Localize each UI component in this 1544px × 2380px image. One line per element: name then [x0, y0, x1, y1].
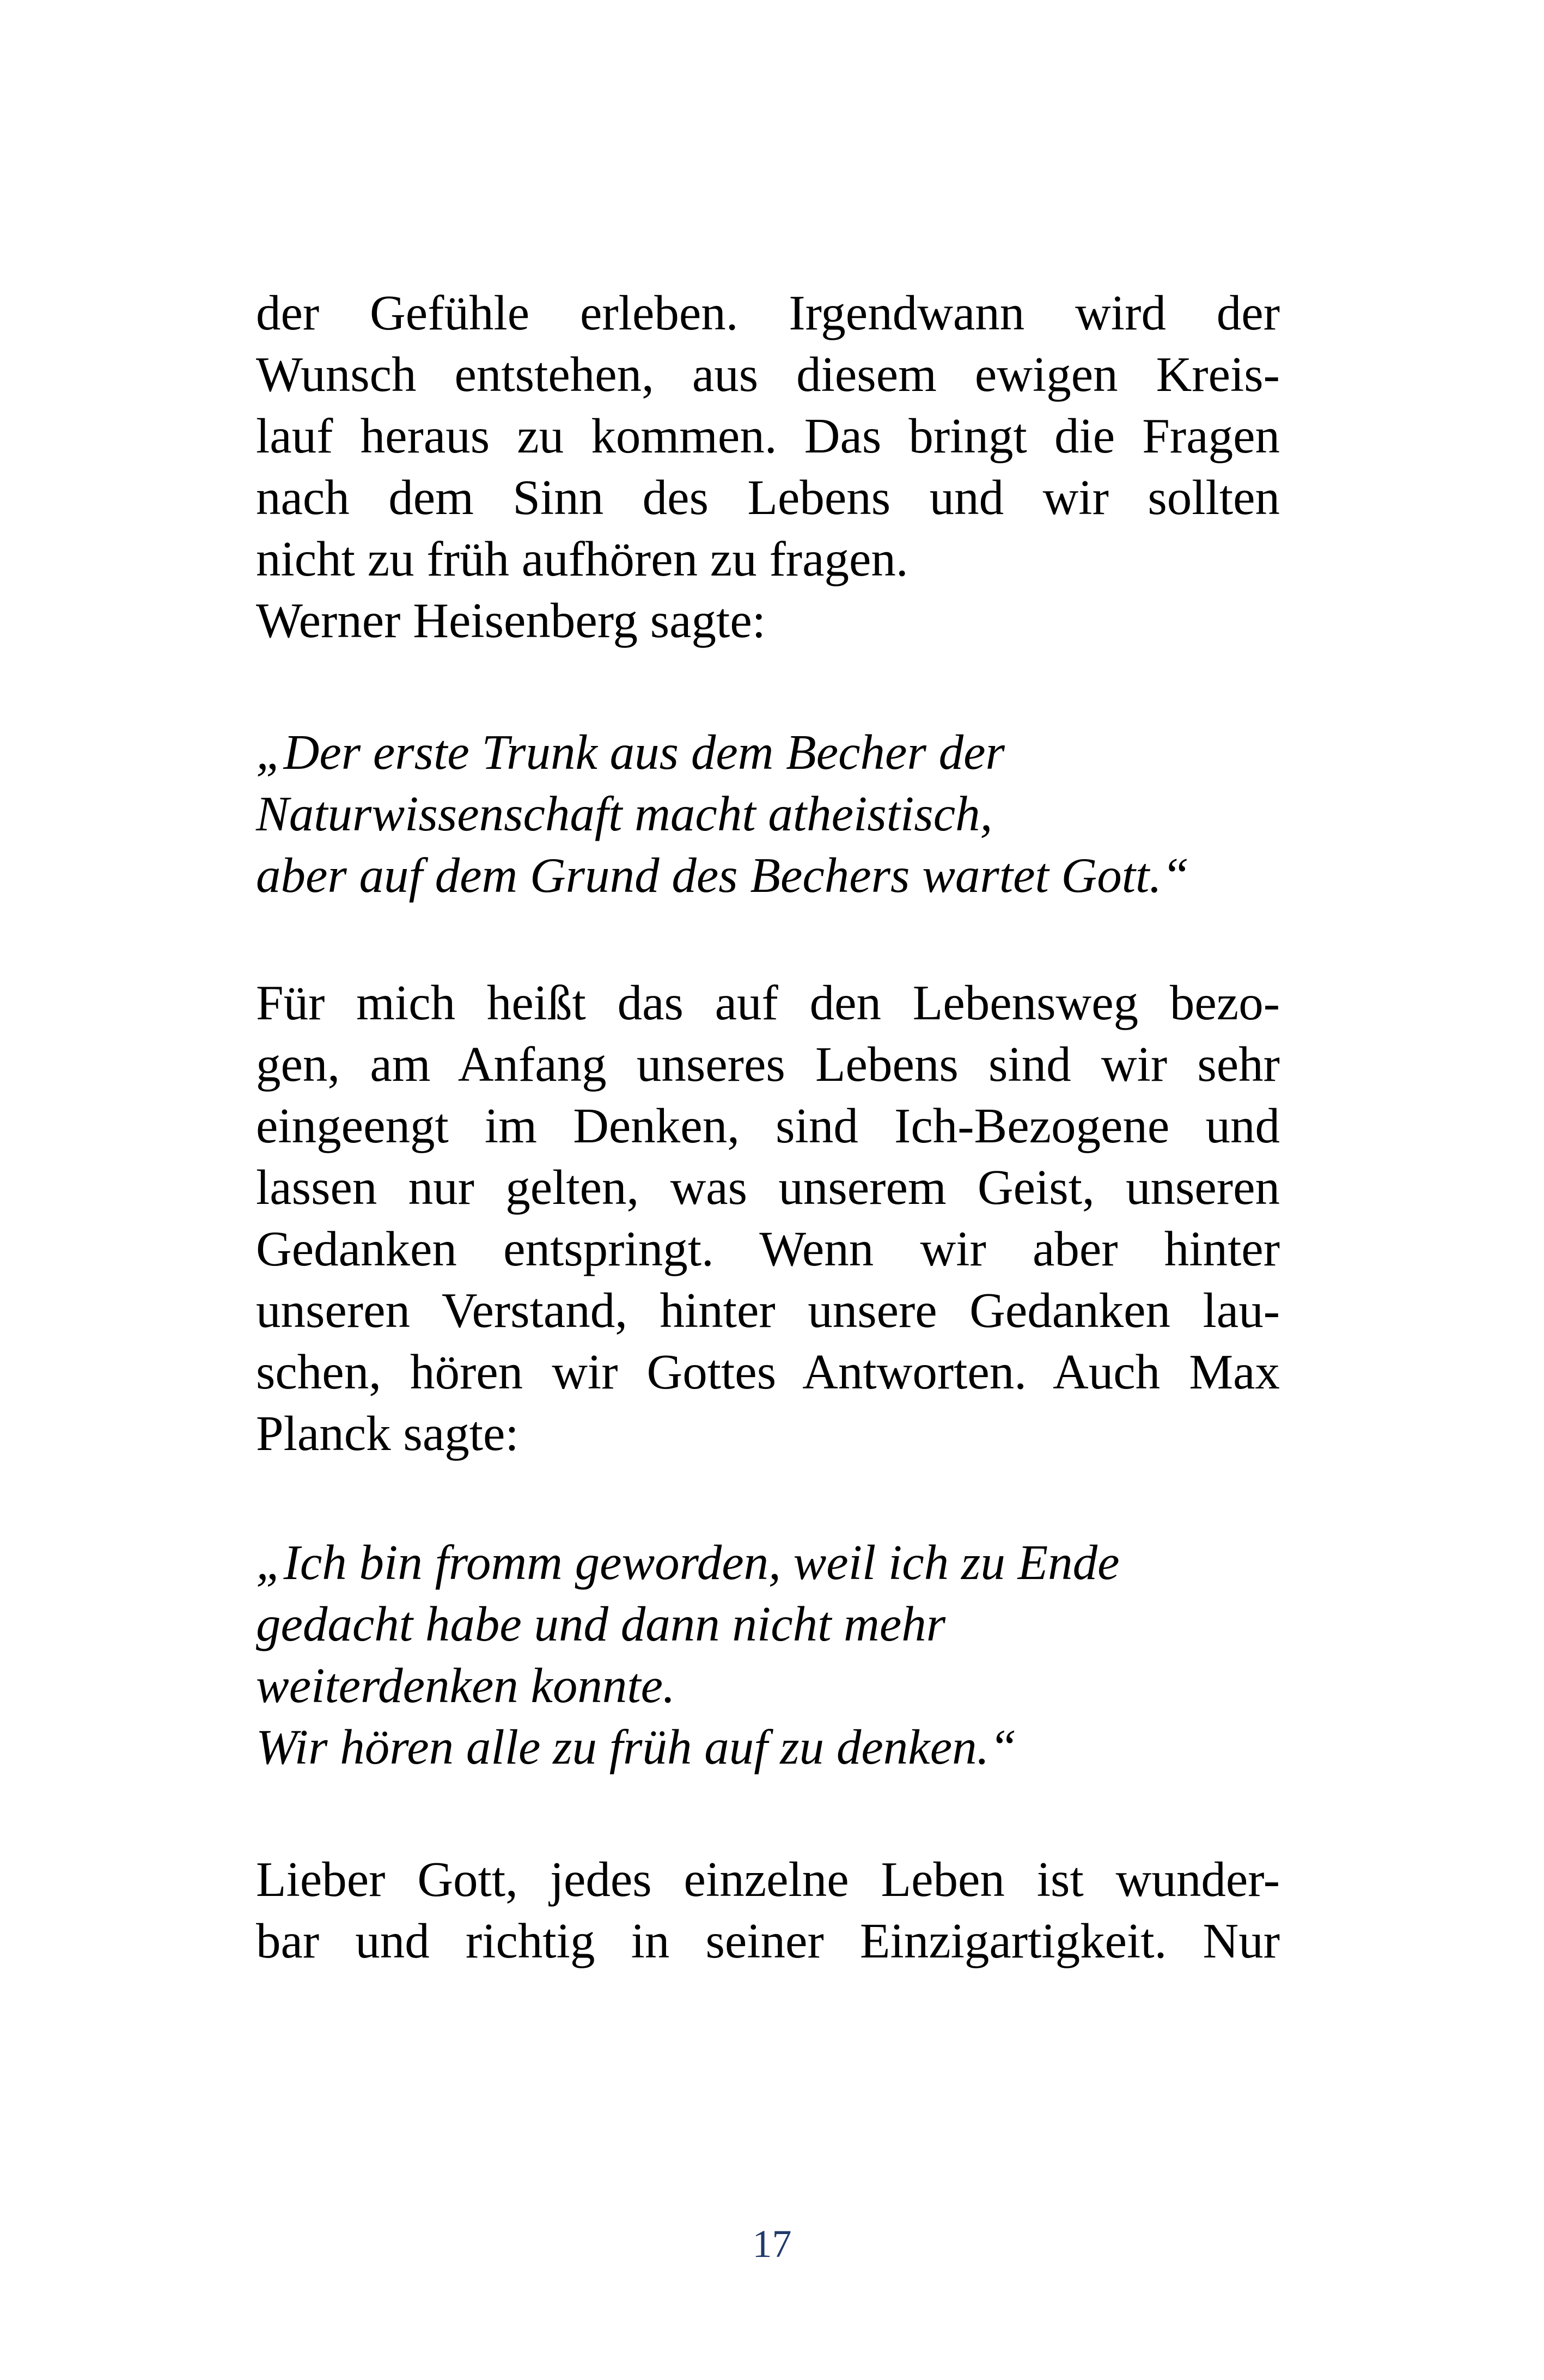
paragraph-line: lauf heraus zu kommen. Das bringt die Fragen — [256, 408, 1280, 463]
quote-planck — [256, 1532, 1280, 1778]
paragraph-line: Werner Heisenberg sagte: — [256, 593, 766, 648]
paragraph-line: lassen nur gelten, was unserem Geist, unseren — [256, 1160, 1280, 1215]
quote-line: Wir hören alle zu früh auf zu denken.“ — [256, 1720, 1017, 1775]
quote-line: weiterdenken konnte. — [256, 1658, 675, 1713]
paragraph-line: Für mich heißt das auf den Lebensweg bezo- — [256, 975, 1280, 1030]
paragraph-line: Lieber Gott, jedes einzelne Leben ist wunder- — [256, 1852, 1280, 1907]
paragraph-line: Planck sagte: — [256, 1406, 519, 1461]
paragraph-line: gen, am Anfang unseres Lebens sind wir sehr — [256, 1037, 1280, 1092]
quote-line: aber auf dem Grund des Bechers wartet Gott.“ — [256, 848, 1189, 903]
quote-line: „Ich bin fromm geworden, weil ich zu Ende — [256, 1535, 1120, 1590]
paragraph-line: Wunsch entstehen, aus diesem ewigen Kreis- — [256, 347, 1280, 402]
paragraph-3 — [256, 1849, 1280, 1972]
paragraph-line: schen, hören wir Gottes Antworten. Auch Max — [256, 1344, 1280, 1399]
quote-line: „Der erste Trunk aus dem Becher der — [256, 725, 1005, 780]
paragraph-line: unseren Verstand, hinter unsere Gedanken lau- — [256, 1283, 1280, 1338]
quote-line: Naturwissenschaft macht atheistisch, — [256, 786, 993, 841]
paragraph-line: nach dem Sinn des Lebens und wir sollten — [256, 470, 1280, 525]
paragraph-line: der Gefühle erleben. Irgendwann wird der — [256, 285, 1280, 340]
page-number: 17 — [752, 2222, 792, 2266]
paragraph-line: Gedanken entspringt. Wenn wir aber hinter — [256, 1221, 1280, 1276]
paragraph-line: bar und richtig in seiner Einzigartigkeit. Nur — [256, 1913, 1280, 1968]
quote-heisenberg — [256, 721, 1280, 906]
paragraph-line: eingeengt im Denken, sind Ich-Bezogene und — [256, 1098, 1280, 1153]
paragraph-2 — [256, 972, 1280, 1464]
paragraph-line: nicht zu früh aufhören zu fragen. — [256, 531, 908, 586]
quote-line: gedacht habe und dann nicht mehr — [256, 1596, 946, 1651]
paragraph-1 — [256, 282, 1280, 651]
